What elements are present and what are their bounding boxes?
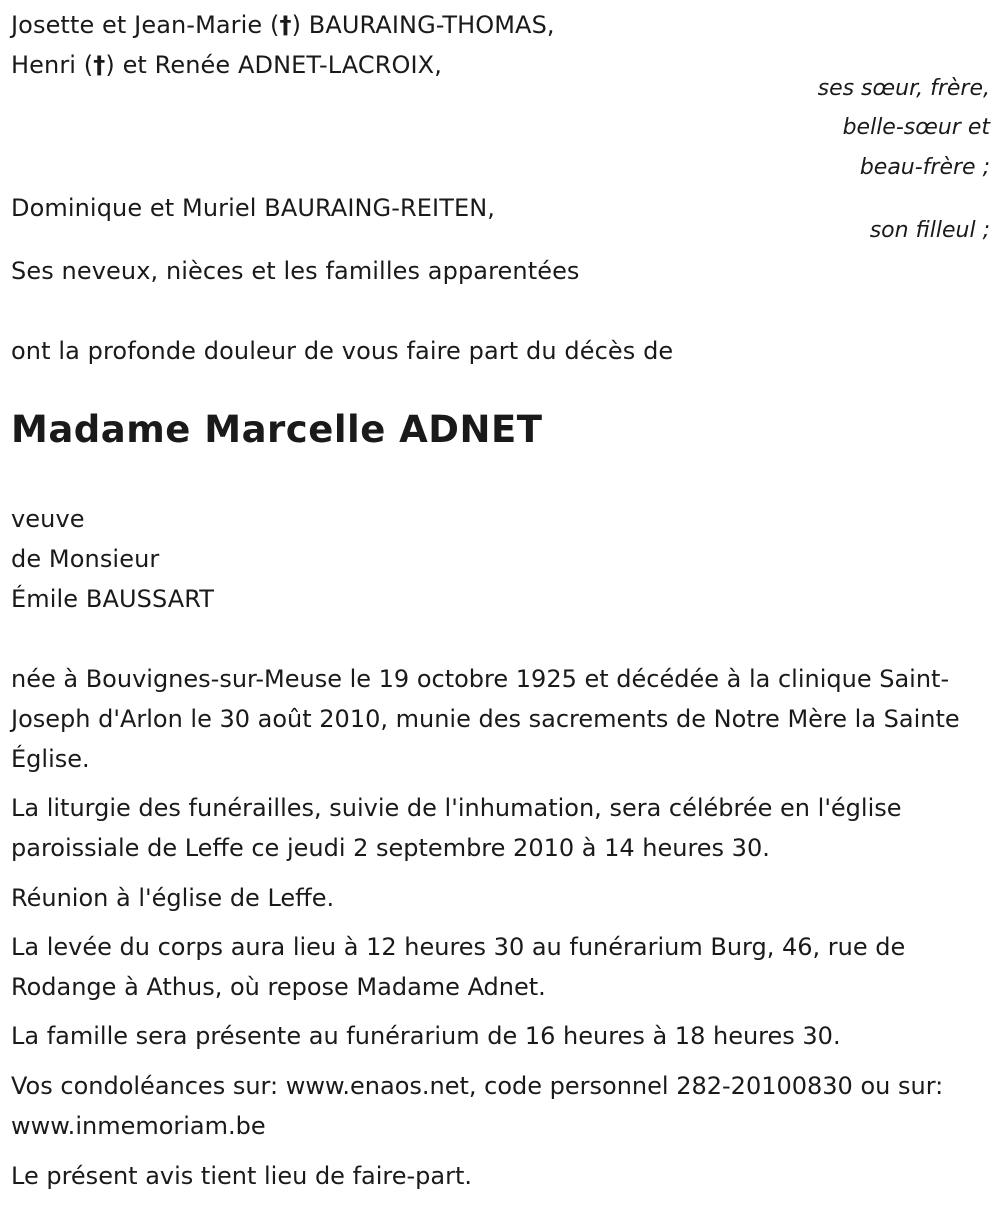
notice-paragraph: Le présent avis tient lieu de faire-part. xyxy=(11,1162,473,1190)
birth-death-paragraph: née à Bouvignes-sur-Meuse le 19 octobre 1925 et décédée à la clinique Saint-Joseph d'Arlon le 30 août 2010, munie des sacrements de Notre Mère la Sainte Église. xyxy=(11,665,960,773)
family-line-nephews: Ses neveux, nièces et les familles apparentées xyxy=(11,257,580,285)
family-line-bauraing-reiten: Dominique et Muriel BAURAING-REITEN, xyxy=(11,194,496,222)
condolences-paragraph: Vos condoléances sur: www.enaos.net, code personnel 282-20100830 ou sur: www.inmemoriam.be xyxy=(11,1072,944,1140)
deceased-name: Madame Marcelle ADNET xyxy=(11,408,543,451)
meeting-paragraph: Réunion à l'église de Leffe. xyxy=(11,884,335,912)
widow-line-3: Émile BAUSSART xyxy=(11,585,215,613)
presence-paragraph: La famille sera présente au funérarium de 16 heures à 18 heures 30. xyxy=(11,1022,841,1050)
relation-siblings-3: beau-frère ; xyxy=(859,155,990,180)
family-line1-text-a: Josette et Jean-Marie ( xyxy=(11,11,280,39)
announcement-intro: ont la profonde douleur de vous faire part du décès de xyxy=(11,337,674,365)
widow-line-2: de Monsieur xyxy=(11,545,160,573)
relation-siblings-1: ses sœur, frère, xyxy=(817,76,990,101)
family-line-bauraing-thomas xyxy=(11,10,555,40)
liturgy-paragraph: La liturgie des funérailles, suivie de l'inhumation, sera célébrée en l'église paroissiale de Leffe ce jeudi 2 septembre 2010 à 14 heures 30. xyxy=(11,794,902,862)
widow-line-1: veuve xyxy=(11,505,85,533)
family-line-adnet-lacroix xyxy=(11,50,442,80)
family-line2-text-b: ) et Renée ADNET-LACROIX, xyxy=(105,51,442,79)
cross-icon: † xyxy=(93,51,106,79)
family-line1-text-b: ) BAURAING-THOMAS, xyxy=(291,11,555,39)
relation-siblings-2: belle-sœur et xyxy=(842,115,990,140)
lifting-paragraph: La levée du corps aura lieu à 12 heures 30 au funérarium Burg, 46, rue de Rodange à Athus, où repose Madame Adnet. xyxy=(11,933,906,1001)
family-line2-text-a: Henri ( xyxy=(11,51,94,79)
relation-godson: son filleul ; xyxy=(869,218,990,243)
cross-icon: † xyxy=(279,11,292,39)
